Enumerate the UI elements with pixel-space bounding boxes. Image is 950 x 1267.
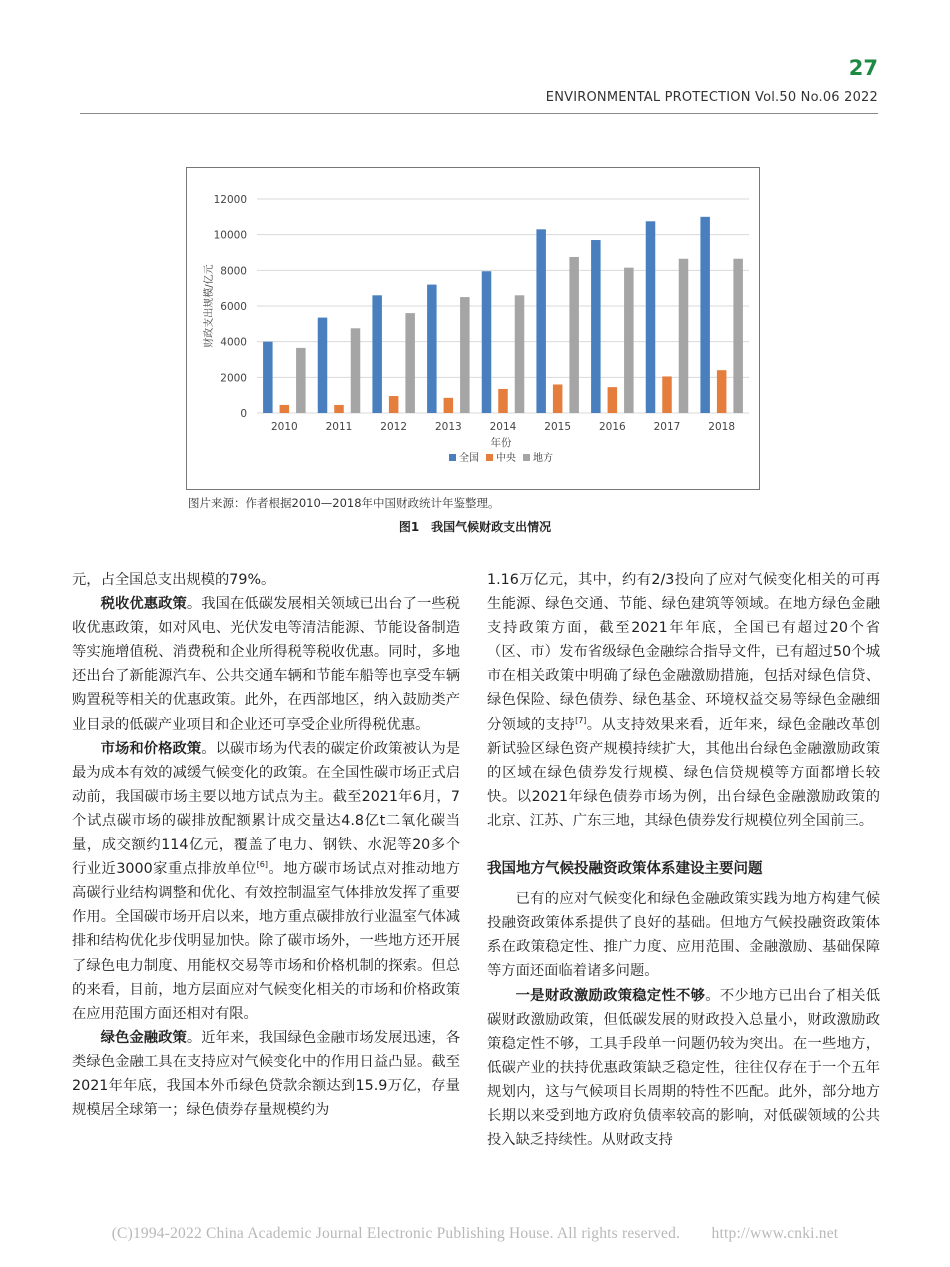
figure-1-chart — [186, 167, 760, 490]
figure-caption: 图1 我国气候财政支出情况 — [398, 520, 552, 534]
x-tick-label: 2018 — [708, 421, 736, 433]
chart-x-axis-label: 年份 — [490, 437, 512, 449]
bar-全国-2015 — [536, 229, 546, 413]
chart-y-axis-label: 财政支出规模/亿元 — [204, 264, 215, 348]
y-tick-label: 2000 — [220, 372, 247, 385]
chart-legend — [449, 451, 553, 464]
right-text-column — [487, 568, 880, 1152]
paragraph: 1.16万亿元，其中，约有2/3投向了应对气候变化相关的可再生能源、绿色交通、节能、绿色建筑等领域。在地方绿色金融支持政策方面，截至2021年年底，全国已有超过20个省（区、市）发布省级绿色金融综合指导文件，已有超过50个城市在相关政策中明确了绿色金融激励措施，包括对绿色信贷、绿色保险、绿色债券、绿色基金、环境权益交易等绿色金融细分领域的支持[7]。从支持效果来看，近年来，绿色金融改革创新试验区绿色资产规模持续扩大，其他出台绿色金融激励政策的区域在绿色债券发行规模、绿色信贷规模等方面都增长较快。以2021年绿色债券市场为例，出台绿色金融激励政策的北京、江苏、广东三地，其绿色债券发行规模位列全国前三。 — [487, 572, 881, 829]
bar-全国-2013 — [427, 285, 437, 413]
bar-中央-2012 — [389, 396, 399, 413]
legend-label: 中央 — [496, 453, 516, 464]
legend-swatch — [523, 454, 530, 461]
x-tick-label: 2016 — [598, 421, 626, 433]
bar-中央-2015 — [553, 384, 563, 413]
bar-地方-2016 — [624, 268, 634, 413]
bar-地方-2018 — [733, 259, 743, 413]
x-tick-label: 2017 — [653, 421, 681, 433]
paragraph: 一是财政激励政策稳定性不够。不少地方已出台了相关低碳财政激励政策，但低碳发展的财政投入总量小，财政激励政策稳定性不够，工具手段单一问题仍较为突出。在一些地方，低碳产业的扶持优惠政策缺乏稳定性，往往仅存在于一个五年规划内，这与气候项目长周期的特性不匹配。此外，部分地方长期以来受到地方政府负债率较高的影响，对低碳领域的公共投入缺乏持续性。从财政支持 — [487, 987, 881, 1149]
bar-全国-2018 — [700, 217, 710, 413]
bar-地方-2014 — [515, 295, 525, 413]
page-number: 27 — [848, 56, 878, 80]
citation-ref: [7] — [575, 715, 587, 725]
bar-中央-2018 — [717, 370, 727, 413]
bar-中央-2013 — [444, 398, 454, 413]
bar-中央-2014 — [498, 389, 508, 413]
chart-bars — [263, 217, 743, 413]
y-tick-label: 12000 — [213, 194, 247, 206]
x-tick-label: 2011 — [325, 421, 353, 433]
y-tick-label: 4000 — [220, 336, 247, 349]
bar-中央-2010 — [280, 405, 290, 413]
copyright-watermark: (C)1994-2022 China Academic Journal Electronic Publishing House. All rights reserved. http://www.cnki.net — [111, 1225, 839, 1242]
header-rule — [80, 113, 878, 114]
bar-全国-2012 — [372, 295, 382, 413]
chart-gridlines — [257, 199, 749, 413]
y-tick-label: 6000 — [220, 301, 247, 313]
legend-label: 全国 — [459, 453, 479, 464]
y-tick-label: 0 — [240, 408, 247, 420]
y-tick-label: 8000 — [220, 265, 247, 278]
bar-地方-2010 — [296, 348, 306, 413]
paragraph: 市场和价格政策。以碳市场为代表的碳定价政策被认为是最为成本有效的减缓气候变化的政策。在全国性碳市场正式启动前，我国碳市场主要以地方试点为主。截至2021年6月，7个试点碳市场的碳排放配额累计成交量达4.8亿t二氧化碳当量，成交额约114亿元，覆盖了电力、钢铁、水泥等20多个行业近3000家重点排放单位[6]。地方碳市场试点对推动地方高碳行业结构调整和优化、有效控制温室气体排放发挥了重要作用。全国碳市场开启以来，地方重点碳排放行业温室气体减排和结构优化步伐明显加快。除了碳市场外，一些地方还开展了绿色电力制度、用能权交易等市场和价格机制的探索。但总的来看，目前，地方层面应对气候变化相关的市场和价格政策在应用范围方面还相对有限。 — [72, 740, 461, 1022]
bar-chart — [187, 168, 759, 489]
x-tick-label: 2010 — [270, 421, 298, 433]
x-tick-label: 2012 — [380, 421, 408, 433]
bar-地方-2012 — [405, 313, 415, 413]
paragraph: 税收优惠政策。我国在低碳发展相关领域已出台了一些税收优惠政策，如对风电、光伏发电等清洁能源、节能设备制造等实施增值税、消费税和企业所得税等税收优惠。同时，多地还出台了新能源汽车、公共交通车辆和节能车船等也享受车辆购置税等相关的优惠政策。此外，在西部地区，纳入鼓励类产业目录的低碳产业项目和企业还可享受企业所得税优惠。 — [72, 596, 461, 733]
bar-中央-2016 — [608, 387, 618, 413]
paragraph-lead: 市场和价格政策 — [100, 740, 202, 757]
bar-全国-2011 — [318, 318, 328, 413]
paragraph: 元，占全国总支出规模的79%。 — [72, 572, 276, 588]
paragraph-lead: 绿色金融政策 — [100, 1029, 187, 1046]
x-tick-label: 2015 — [544, 421, 572, 433]
bar-中央-2011 — [334, 405, 344, 413]
citation-ref: [6] — [256, 860, 268, 870]
bar-全国-2017 — [646, 221, 656, 413]
bar-全国-2016 — [591, 240, 601, 413]
figure-source-note: 图片来源：作者根据2010—2018年中国财政统计年鉴整理。 — [188, 496, 500, 510]
bar-全国-2010 — [263, 342, 273, 413]
bar-中央-2017 — [662, 376, 672, 413]
chart-y-ticks — [214, 194, 247, 420]
paragraph-lead: 一是财政激励政策稳定性不够 — [515, 987, 706, 1004]
chart-x-ticks — [271, 421, 735, 433]
paragraph: 绿色金融政策。近年来，我国绿色金融市场发展迅速，各类绿色金融工具在支持应对气候变化中的作用日益凸显。截至2021年年底，我国本外币绿色贷款余额达到15.9万亿，存量规模居全球第一；绿色债券存量规模约为 — [72, 1029, 461, 1119]
bar-地方-2013 — [460, 297, 470, 413]
bar-全国-2014 — [482, 271, 492, 413]
paragraph-lead: 税收优惠政策 — [100, 596, 187, 613]
legend-swatch — [486, 454, 493, 461]
legend-label: 地方 — [533, 453, 553, 464]
left-text-column — [72, 568, 460, 1122]
x-tick-label: 2013 — [434, 421, 462, 433]
bar-地方-2011 — [351, 328, 361, 413]
y-tick-label: 10000 — [213, 229, 247, 242]
legend-swatch — [449, 454, 456, 461]
section-heading: 我国地方气候投融资政策体系建设主要问题 — [487, 861, 763, 878]
bar-地方-2017 — [679, 259, 689, 413]
bar-地方-2015 — [569, 257, 579, 413]
x-tick-label: 2014 — [489, 421, 517, 433]
paragraph: 已有的应对气候变化和绿色金融政策实践为地方构建气候投融资政策体系提供了良好的基础。但地方气候投融资政策体系在政策稳定性、推广力度、应用范围、金融激励、基础保障等方面还面临着诸多问题。 — [487, 891, 880, 980]
journal-running-header: ENVIRONMENTAL PROTECTION Vol.50 No.06 2022 — [545, 90, 878, 105]
